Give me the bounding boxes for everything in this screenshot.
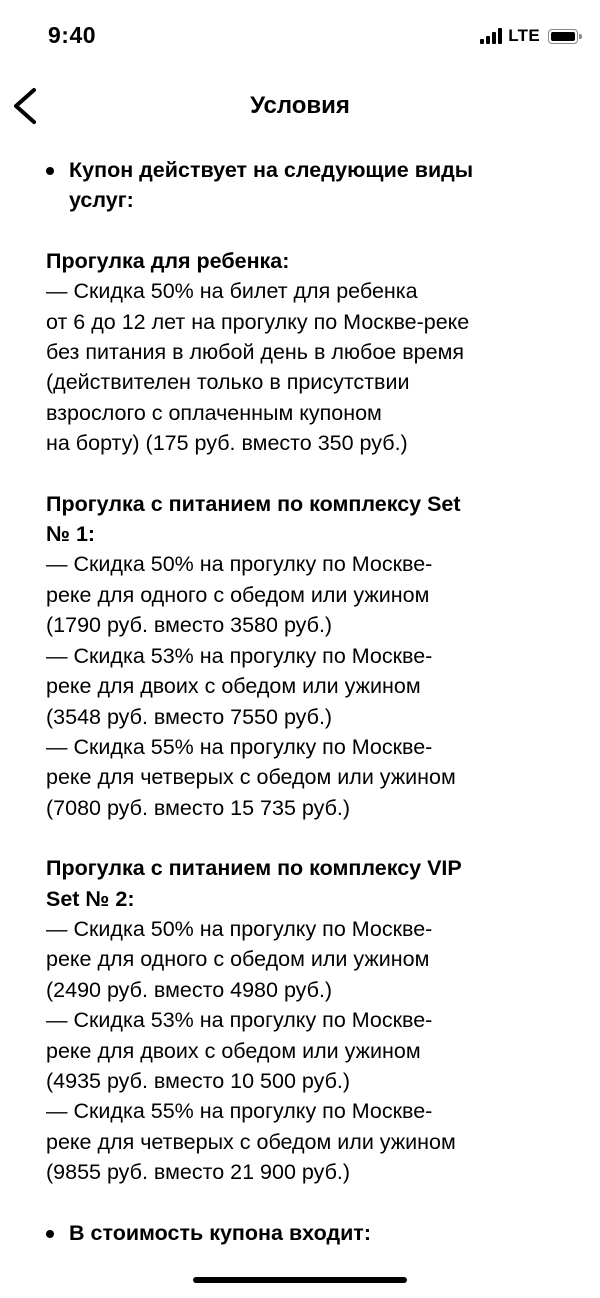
home-indicator[interactable] <box>193 1277 407 1283</box>
terms-content <box>46 155 556 1248</box>
section-vip-set-2 <box>46 853 556 1187</box>
section-line: (действителен только в присутствии <box>46 370 410 395</box>
section-set-1 <box>46 489 556 823</box>
section-line: (1790 руб. вместо 3580 руб.) <box>46 613 333 638</box>
section-line: (9855 руб. вместо 21 900 руб.) <box>46 1160 351 1185</box>
status-time: 9:40 <box>48 22 97 48</box>
section-title: Прогулка для ребенка: <box>46 248 290 273</box>
section-line: (3548 руб. вместо 7550 руб.) <box>46 704 333 729</box>
section-line: — Скидка 55% на прогулку по Москве- <box>46 734 433 759</box>
status-indicators <box>480 26 578 46</box>
section-line: реке для одного с обедом или ужином <box>46 947 430 972</box>
bullet-item-included: В стоимость купона входит: <box>46 1218 556 1248</box>
section-line: — Скидка 53% на прогулку по Москве- <box>46 643 433 668</box>
section-line: (4935 руб. вместо 10 500 руб.) <box>46 1068 351 1093</box>
section-line: — Скидка 53% на прогулку по Москве- <box>46 1008 433 1033</box>
section-line: — Скидка 50% на прогулку по Москве- <box>46 552 433 577</box>
battery-icon <box>548 29 578 44</box>
section-line: от 6 до 12 лет на прогулку по Москве-реке <box>46 309 470 334</box>
network-type-label: LTE <box>508 26 540 45</box>
section-line: реке для четверых с обедом или ужином <box>46 765 456 790</box>
section-line: (7080 руб. вместо 15 735 руб.) <box>46 795 351 820</box>
cellular-signal-icon <box>480 28 502 44</box>
section-line: — Скидка 50% на прогулку по Москве- <box>46 916 433 941</box>
page-title: Условия <box>250 92 350 119</box>
section-title: Прогулка с питанием по комплексу Set № 1: <box>46 491 461 547</box>
bullet-item-services: Купон действует на следующие виды услуг: <box>46 155 556 216</box>
section-title: Прогулка с питанием по комплексу VIP Set № 2: <box>46 856 462 911</box>
section-line: реке для четверых с обедом или ужином <box>46 1129 456 1154</box>
section-line: на борту) (175 руб. вместо 350 руб.) <box>46 431 408 456</box>
section-line: реке для двоих с обедом или ужином <box>46 1038 421 1063</box>
section-line: реке для одного с обедом или ужином <box>46 582 430 607</box>
section-child-walk <box>46 246 556 459</box>
section-line: без питания в любой день в любое время <box>46 340 465 365</box>
section-line: — Скидка 50% на билет для ребенка <box>46 279 418 304</box>
section-line: — Скидка 55% на прогулку по Москве- <box>46 1099 433 1124</box>
status-bar <box>0 0 600 72</box>
section-line: (2490 руб. вместо 4980 руб.) <box>46 977 333 1002</box>
section-line: реке для двоих с обедом или ужином <box>46 674 421 699</box>
navigation-bar <box>0 72 600 140</box>
section-line: взрослого с оплаченным купоном <box>46 400 382 425</box>
